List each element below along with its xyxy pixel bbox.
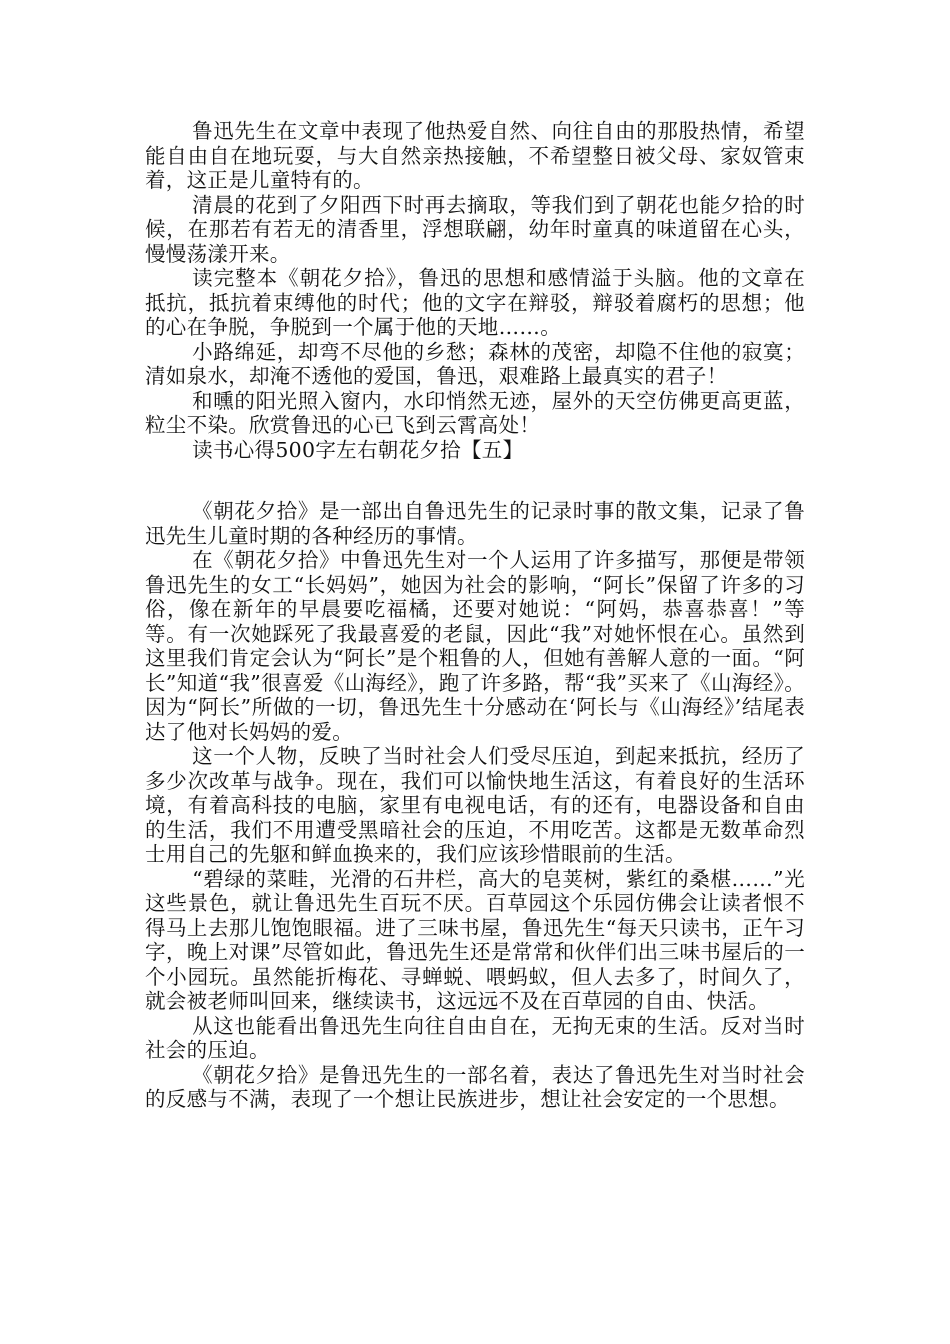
section-spacer [145, 462, 805, 499]
section-heading: 读书心得500字左右朝花夕拾【五】 [192, 437, 524, 462]
paragraph-4: 小路绵延，却弯不尽他的乡愁；森林的茂密，却隐不住他的寂寞；清如泉水，却淹不透他的爱国，鲁迅，艰难路上最真实的君子！ [145, 339, 805, 388]
document-page [145, 119, 805, 1112]
paragraph-11: 《朝花夕拾》是鲁迅先生的一部名着，表达了鲁迅先生对当时社会的反感与不满，表现了一个想让民族进步，想让社会安定的一个思想。 [145, 1062, 805, 1111]
paragraph-3: 读完整本《朝花夕拾》，鲁迅的思想和感情溢于头脑。他的文章在抵抗，抵抗着束缚他的时代；他的文字在辩驳，辩驳着腐朽的思想；他的心在争脱，争脱到一个属于他的天地……。 [145, 266, 805, 339]
paragraph-8: 这一个人物，反映了当时社会人们受尽压迫，到起来抵抗，经历了多少次改革与战争。现在，我们可以愉快地生活这，有着良好的生活环境，有着高科技的电脑，家里有电视电话，有的还有，电器设备和自由的生活，我们不用遭受黑暗社会的压迫，不用吃苦。这都是无数革命烈士用自己的先躯和鲜血换来的，我们应该珍惜眼前的生活。 [145, 744, 805, 866]
paragraph-10: 从这也能看出鲁迅先生向往自由自在，无拘无束的生活。反对当时社会的压迫。 [145, 1013, 805, 1062]
paragraph-1: 鲁迅先生在文章中表现了他热爱自然、向往自由的那股热情，希望能自由自在地玩耍，与大自然亲热接触，不希望整日被父母、家奴管束着，这正是儿童特有的。 [145, 119, 805, 192]
paragraph-6: 《朝花夕拾》是一部出自鲁迅先生的记录时事的散文集，记录了鲁迅先生儿童时期的各种经历的事情。 [145, 499, 805, 548]
paragraph-9: “碧绿的菜畦，光滑的石井栏，高大的皂荚树，紫红的桑椹……”光这些景色，就让鲁迅先生百玩不厌。百草园这个乐园仿佛会让读者恨不得马上去那儿饱饱眼福。进了三味书屋，鲁迅先生“每天只读书，正午习字，晚上对课”尽管如此，鲁迅先生还是常常和伙伴们出三味书屋后的一个小园玩。虽然能折梅花、寻蝉蜕、喂蚂蚁，但人去多了，时间久了，就会被老师叫回来，继续读书，这远远不及在百草园的自由、快活。 [145, 866, 805, 1013]
paragraph-2: 清晨的花到了夕阳西下时再去摘取，等我们到了朝花也能夕拾的时候，在那若有若无的清香里，浮想联翩，幼年时童真的味道留在心头，慢慢荡漾开来。 [145, 192, 805, 266]
paragraph-7: 在《朝花夕拾》中鲁迅先生对一个人运用了许多描写，那便是带领鲁迅先生的女工“长妈妈”，她因为社会的影响，“阿长”保留了许多的习俗，像在新年的早晨要吃福橘，还要对她说：“阿妈，恭喜恭喜！”等等。有一次她踩死了我最喜爱的老鼠，因此“我”对她怀恨在心。虽然到这里我们肯定会认为“阿长”是个粗鲁的人，但她有善解人意的一面。“阿长”知道“我”很喜爱《山海经》，跑了许多路，帮“我”买来了《山海经》。因为“阿长”所做的一切，鲁迅先生十分感动在‘阿长与《山海经》’结尾表达了他对长妈妈的爱。 [145, 548, 805, 744]
paragraph-5: 和曛的阳光照入窗内，水印悄然无迹，屋外的天空仿佛更高更蓝，粒尘不染。欣赏鲁迅的心已飞到云霄高处！ [145, 388, 805, 437]
